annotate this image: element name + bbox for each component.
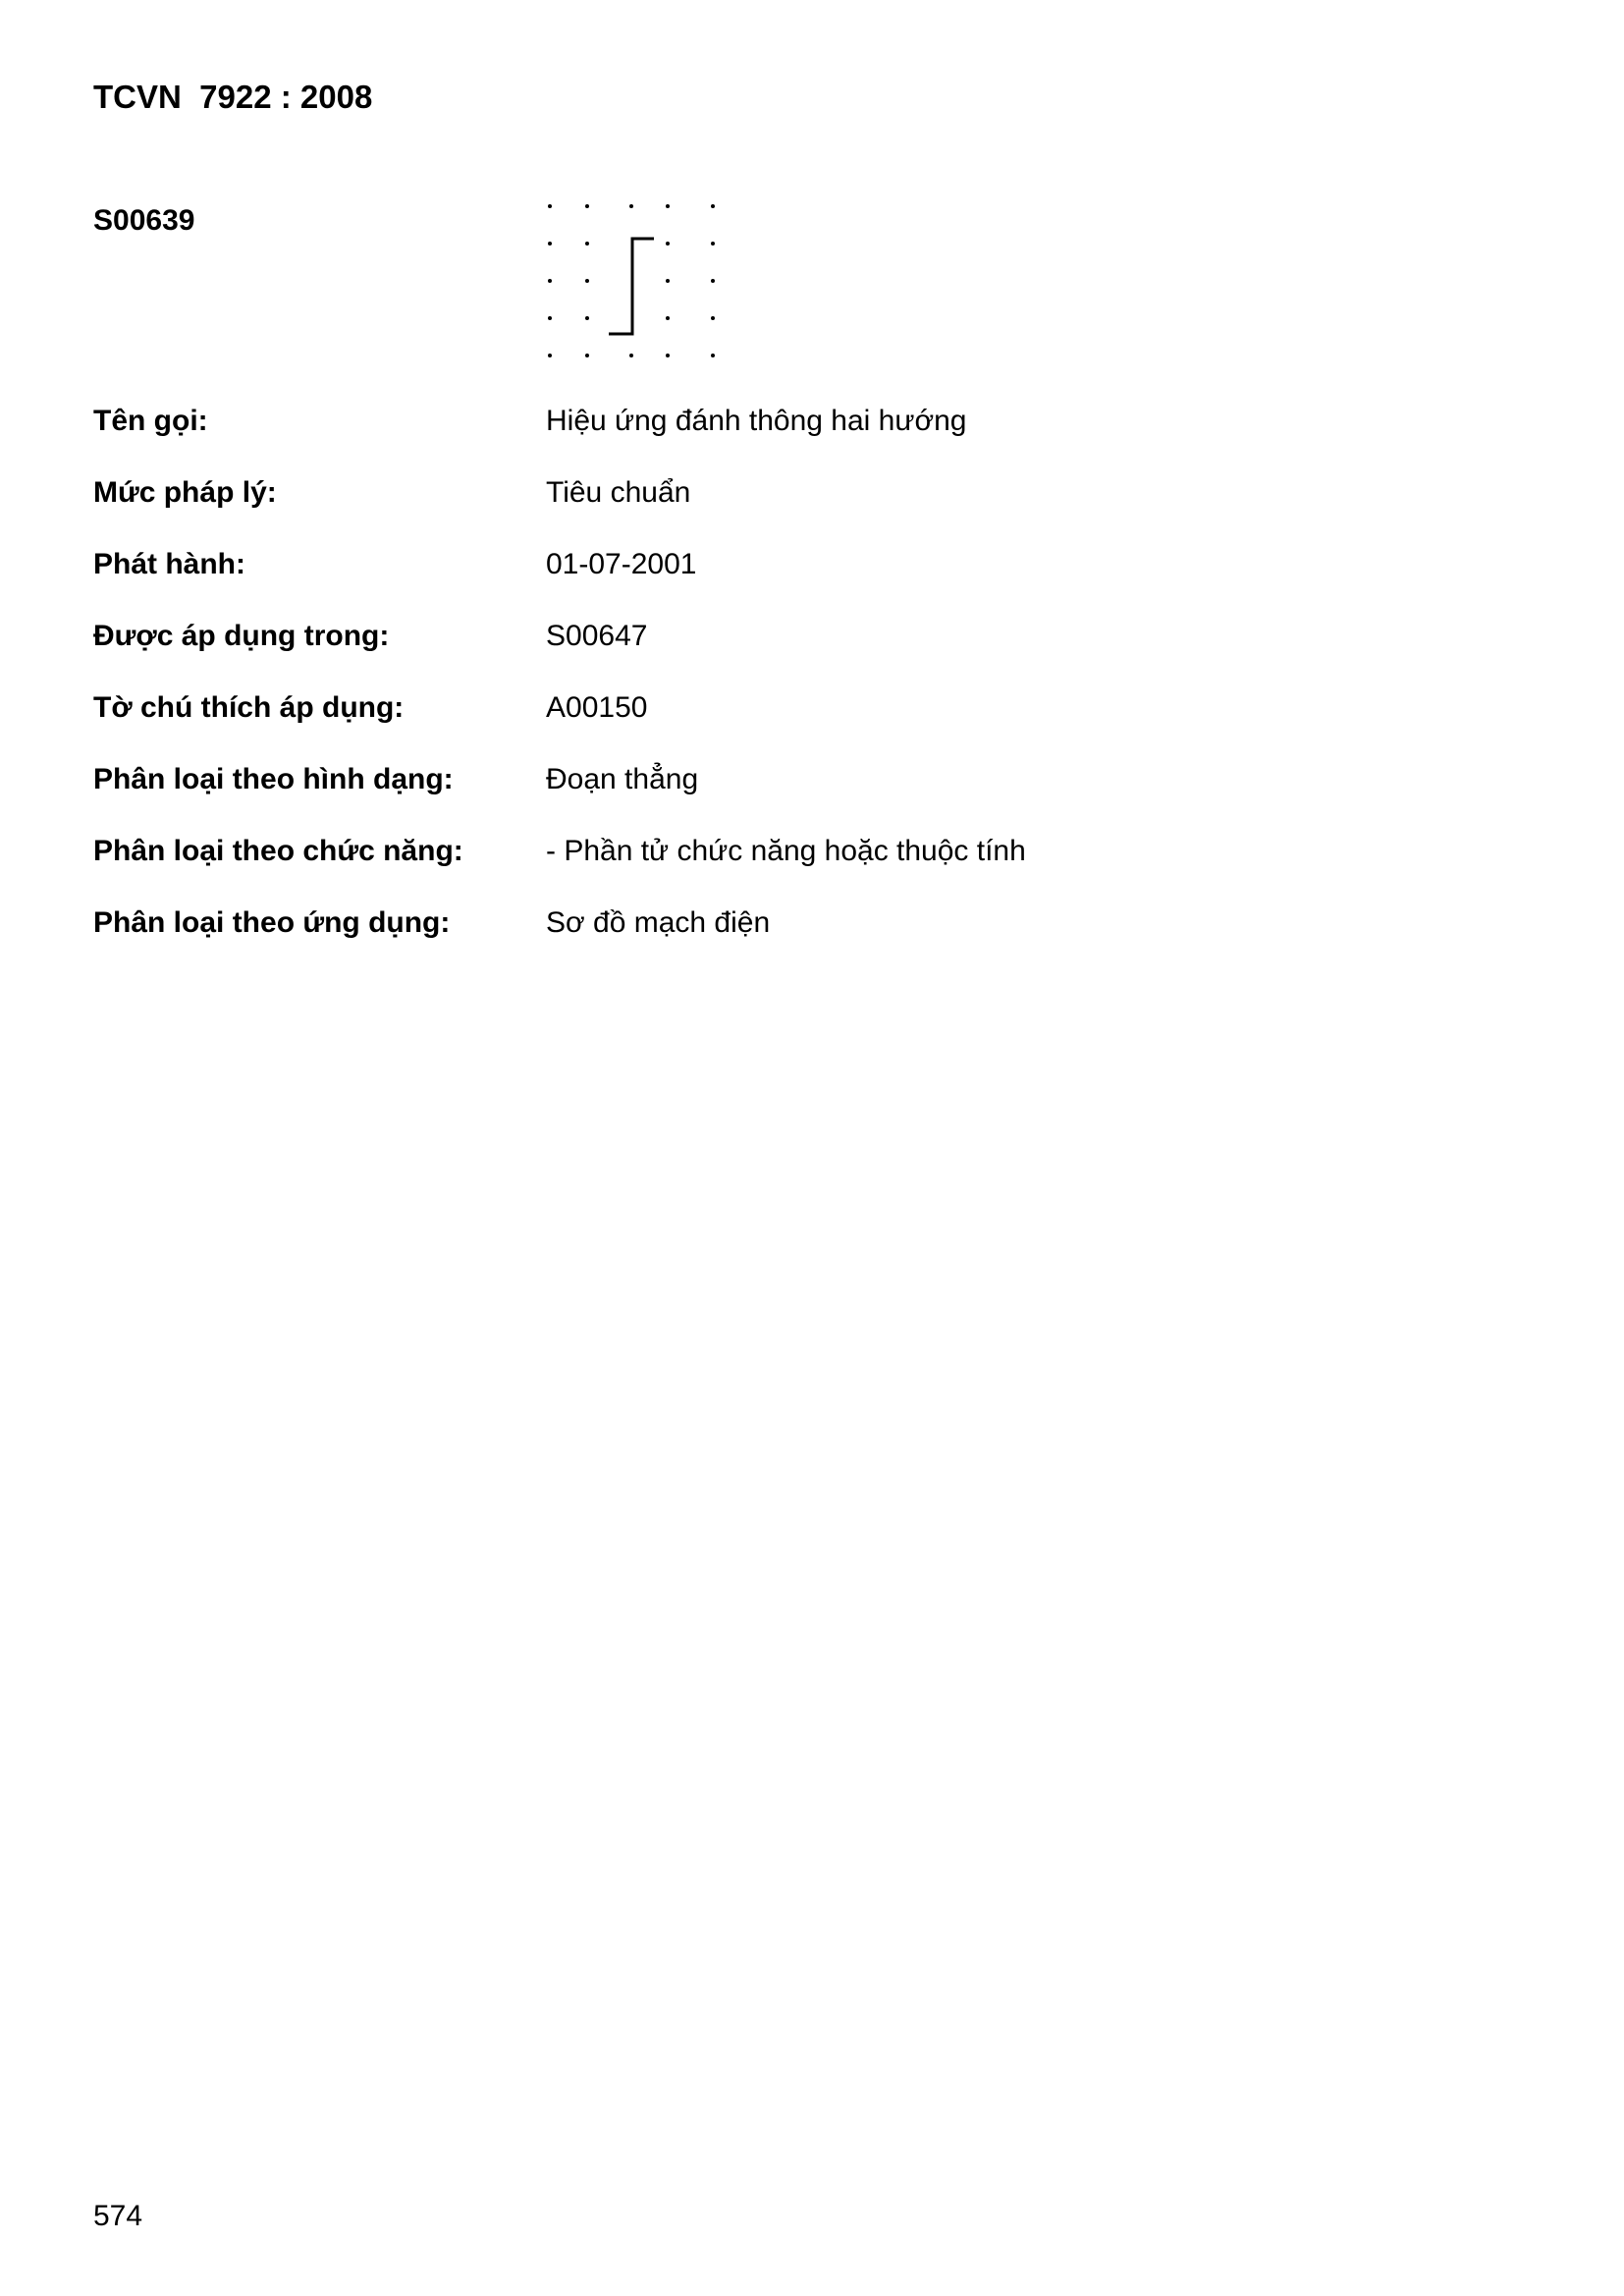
field-value: Sơ đồ mạch điện: [546, 906, 771, 939]
field-label: Phát hành:: [93, 548, 245, 580]
field-row-legal-level: [0, 476, 1624, 523]
field-value: - Phần tử chức năng hoặc thuộc tính: [546, 835, 1026, 867]
field-label: Phân loại theo chức năng:: [93, 835, 463, 867]
field-value: S00647: [546, 620, 648, 652]
field-row-application-class: [0, 906, 1624, 954]
symbol-code: S00639: [93, 204, 195, 237]
field-label: Tên gọi:: [93, 405, 208, 437]
field-label: Phân loại theo ứng dụng:: [93, 906, 451, 939]
field-label: Phân loại theo hình dạng:: [93, 763, 454, 795]
field-label: Tờ chú thích áp dụng:: [93, 691, 405, 724]
field-row-shape-class: [0, 763, 1624, 810]
field-row-annotation-sheet: [0, 691, 1624, 738]
field-value: 01-07-2001: [546, 548, 697, 580]
symbol-graphic: [538, 187, 734, 373]
document-header: TCVN 7922 : 2008: [93, 79, 373, 115]
field-label: Mức pháp lý:: [93, 476, 277, 509]
field-value: Hiệu ứng đánh thông hai hướng: [546, 405, 967, 437]
page-number: 574: [93, 2200, 143, 2232]
field-row-name: [0, 405, 1624, 452]
field-value: A00150: [546, 691, 648, 724]
field-row-issued: [0, 548, 1624, 595]
field-row-applied-in: [0, 620, 1624, 667]
symbol-stroke: [609, 239, 654, 334]
field-label: Được áp dụng trong:: [93, 620, 390, 652]
field-row-function-class: [0, 835, 1624, 882]
field-value: Đoạn thẳng: [546, 763, 699, 795]
field-value: Tiêu chuẩn: [546, 476, 691, 509]
